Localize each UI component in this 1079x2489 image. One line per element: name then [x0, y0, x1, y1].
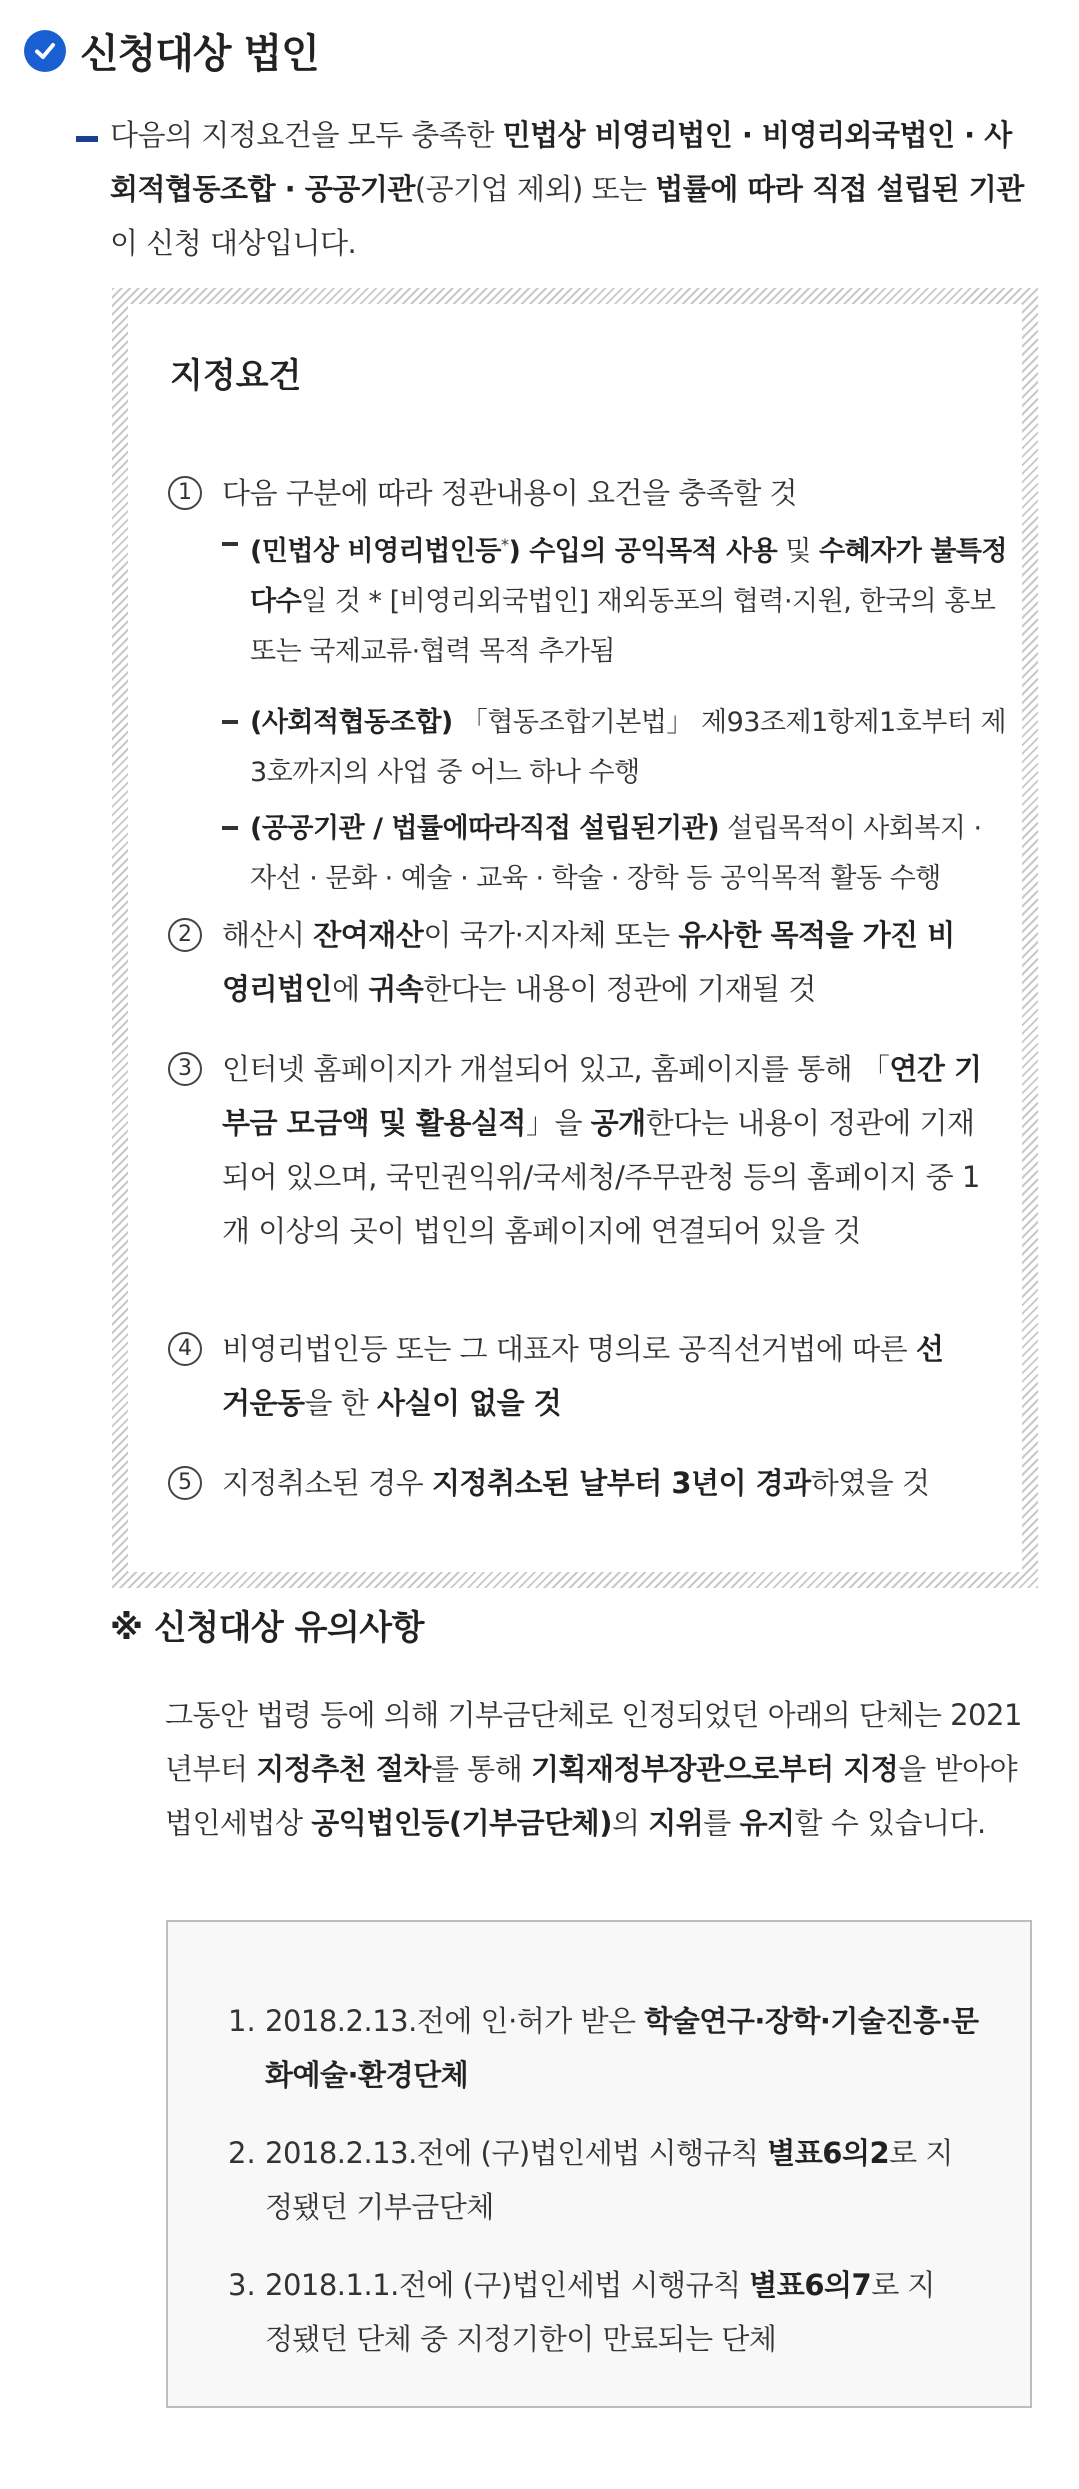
bullet-dash-icon	[76, 136, 98, 142]
requirements-title: 지정요건	[170, 356, 302, 396]
list-item-2: 2018.2.13.전에 (구)법인세법 시행규칙 별표6의2로 지정됐던 기부금단체	[265, 2136, 953, 2224]
sub-requirement-3: (공공기관 / 법률에따라직접 설립된기관) 설립목적이 사회복지 · 자선 · 문화 · 예술 · 교육 · 학술 · 장학 등 공익목적 활동 수행	[250, 813, 982, 894]
list-item-1: 2018.2.13.전에 인·허가 받은 학술연구·장학·기술진흥·문화예술·환경단체	[265, 2004, 979, 2092]
sub-bullet-dash-icon	[222, 826, 238, 830]
requirement-4: 비영리법인등 또는 그 대표자 명의로 공직선거법에 따른 선거운동을 한 사실이 없을 것	[222, 1332, 944, 1420]
sub-requirement-1: (민법상 비영리법인등*) 수입의 공익목적 사용 및 수혜자가 불특정다수일 것 * [비영리외국법인] 재외동포의 협력·지원, 한국의 홍보 또는 국제교류·협력 목적 추가됨	[250, 535, 1007, 667]
sub-bullet-dash-icon	[222, 542, 238, 546]
requirement-1: 다음 구분에 따라 정관내용이 요건을 충족할 것	[222, 476, 798, 510]
notice-title: ※ 신청대상 유의사항	[110, 1608, 424, 1648]
circled-number-1: 1	[168, 476, 202, 510]
requirement-2: 해산시 잔여재산이 국가·지자체 또는 유사한 목적을 가진 비영리법인에 귀속한다는 내용이 정관에 기재될 것	[222, 918, 955, 1006]
requirement-5: 지정취소된 경우 지정취소된 날부터 3년이 경과하였을 것	[222, 1466, 930, 1500]
circled-number-2: 2	[168, 918, 202, 952]
list-item-3: 2018.1.1.전에 (구)법인세법 시행규칙 별표6의7로 지정됐던 단체 중 지정기한이 만료되는 단체	[265, 2268, 935, 2356]
circled-number-5: 5	[168, 1466, 202, 1500]
section-header	[24, 22, 319, 79]
list-item-number: 2.	[228, 2136, 256, 2170]
list-item-number: 1.	[228, 2004, 256, 2038]
section-title: 신청대상 법인	[80, 31, 319, 77]
intro-text: 다음의 지정요건을 모두 충족한 민법상 비영리법인 · 비영리외국법인 · 사회적협동조합 · 공공기관(공기업 제외) 또는 법률에 따라 직접 설립된 기관이 신청 대상입니다.	[110, 118, 1024, 260]
sub-bullet-dash-icon	[222, 720, 238, 724]
list-item-number: 3.	[228, 2268, 256, 2302]
requirement-3: 인터넷 홈페이지가 개설되어 있고, 홈페이지를 통해 「연간 기부금 모금액 및 활용실적」을 공개한다는 내용이 정관에 기재되어 있으며, 국민권익위/국세청/주무관청 등의 홈페이지 중 1개 이상의 곳이 법인의 홈페이지에 연결되어 있을 것	[222, 1052, 982, 1248]
notice-body: 그동안 법령 등에 의해 기부금단체로 인정되었던 아래의 단체는 2021년부터 지정추천 절차를 통해 기획재정부장관으로부터 지정을 받아야 법인세법상 공익법인등(기부금단체)의 지위를 유지할 수 있습니다.	[165, 1698, 1022, 1840]
circled-number-3: 3	[168, 1052, 202, 1086]
circled-number-4: 4	[168, 1332, 202, 1366]
check-circle-icon	[24, 30, 66, 72]
sub-requirement-2: (사회적협동조합) 「협동조합기본법」 제93조제1항제1호부터 제3호까지의 사업 중 어느 하나 수행	[250, 707, 1007, 788]
